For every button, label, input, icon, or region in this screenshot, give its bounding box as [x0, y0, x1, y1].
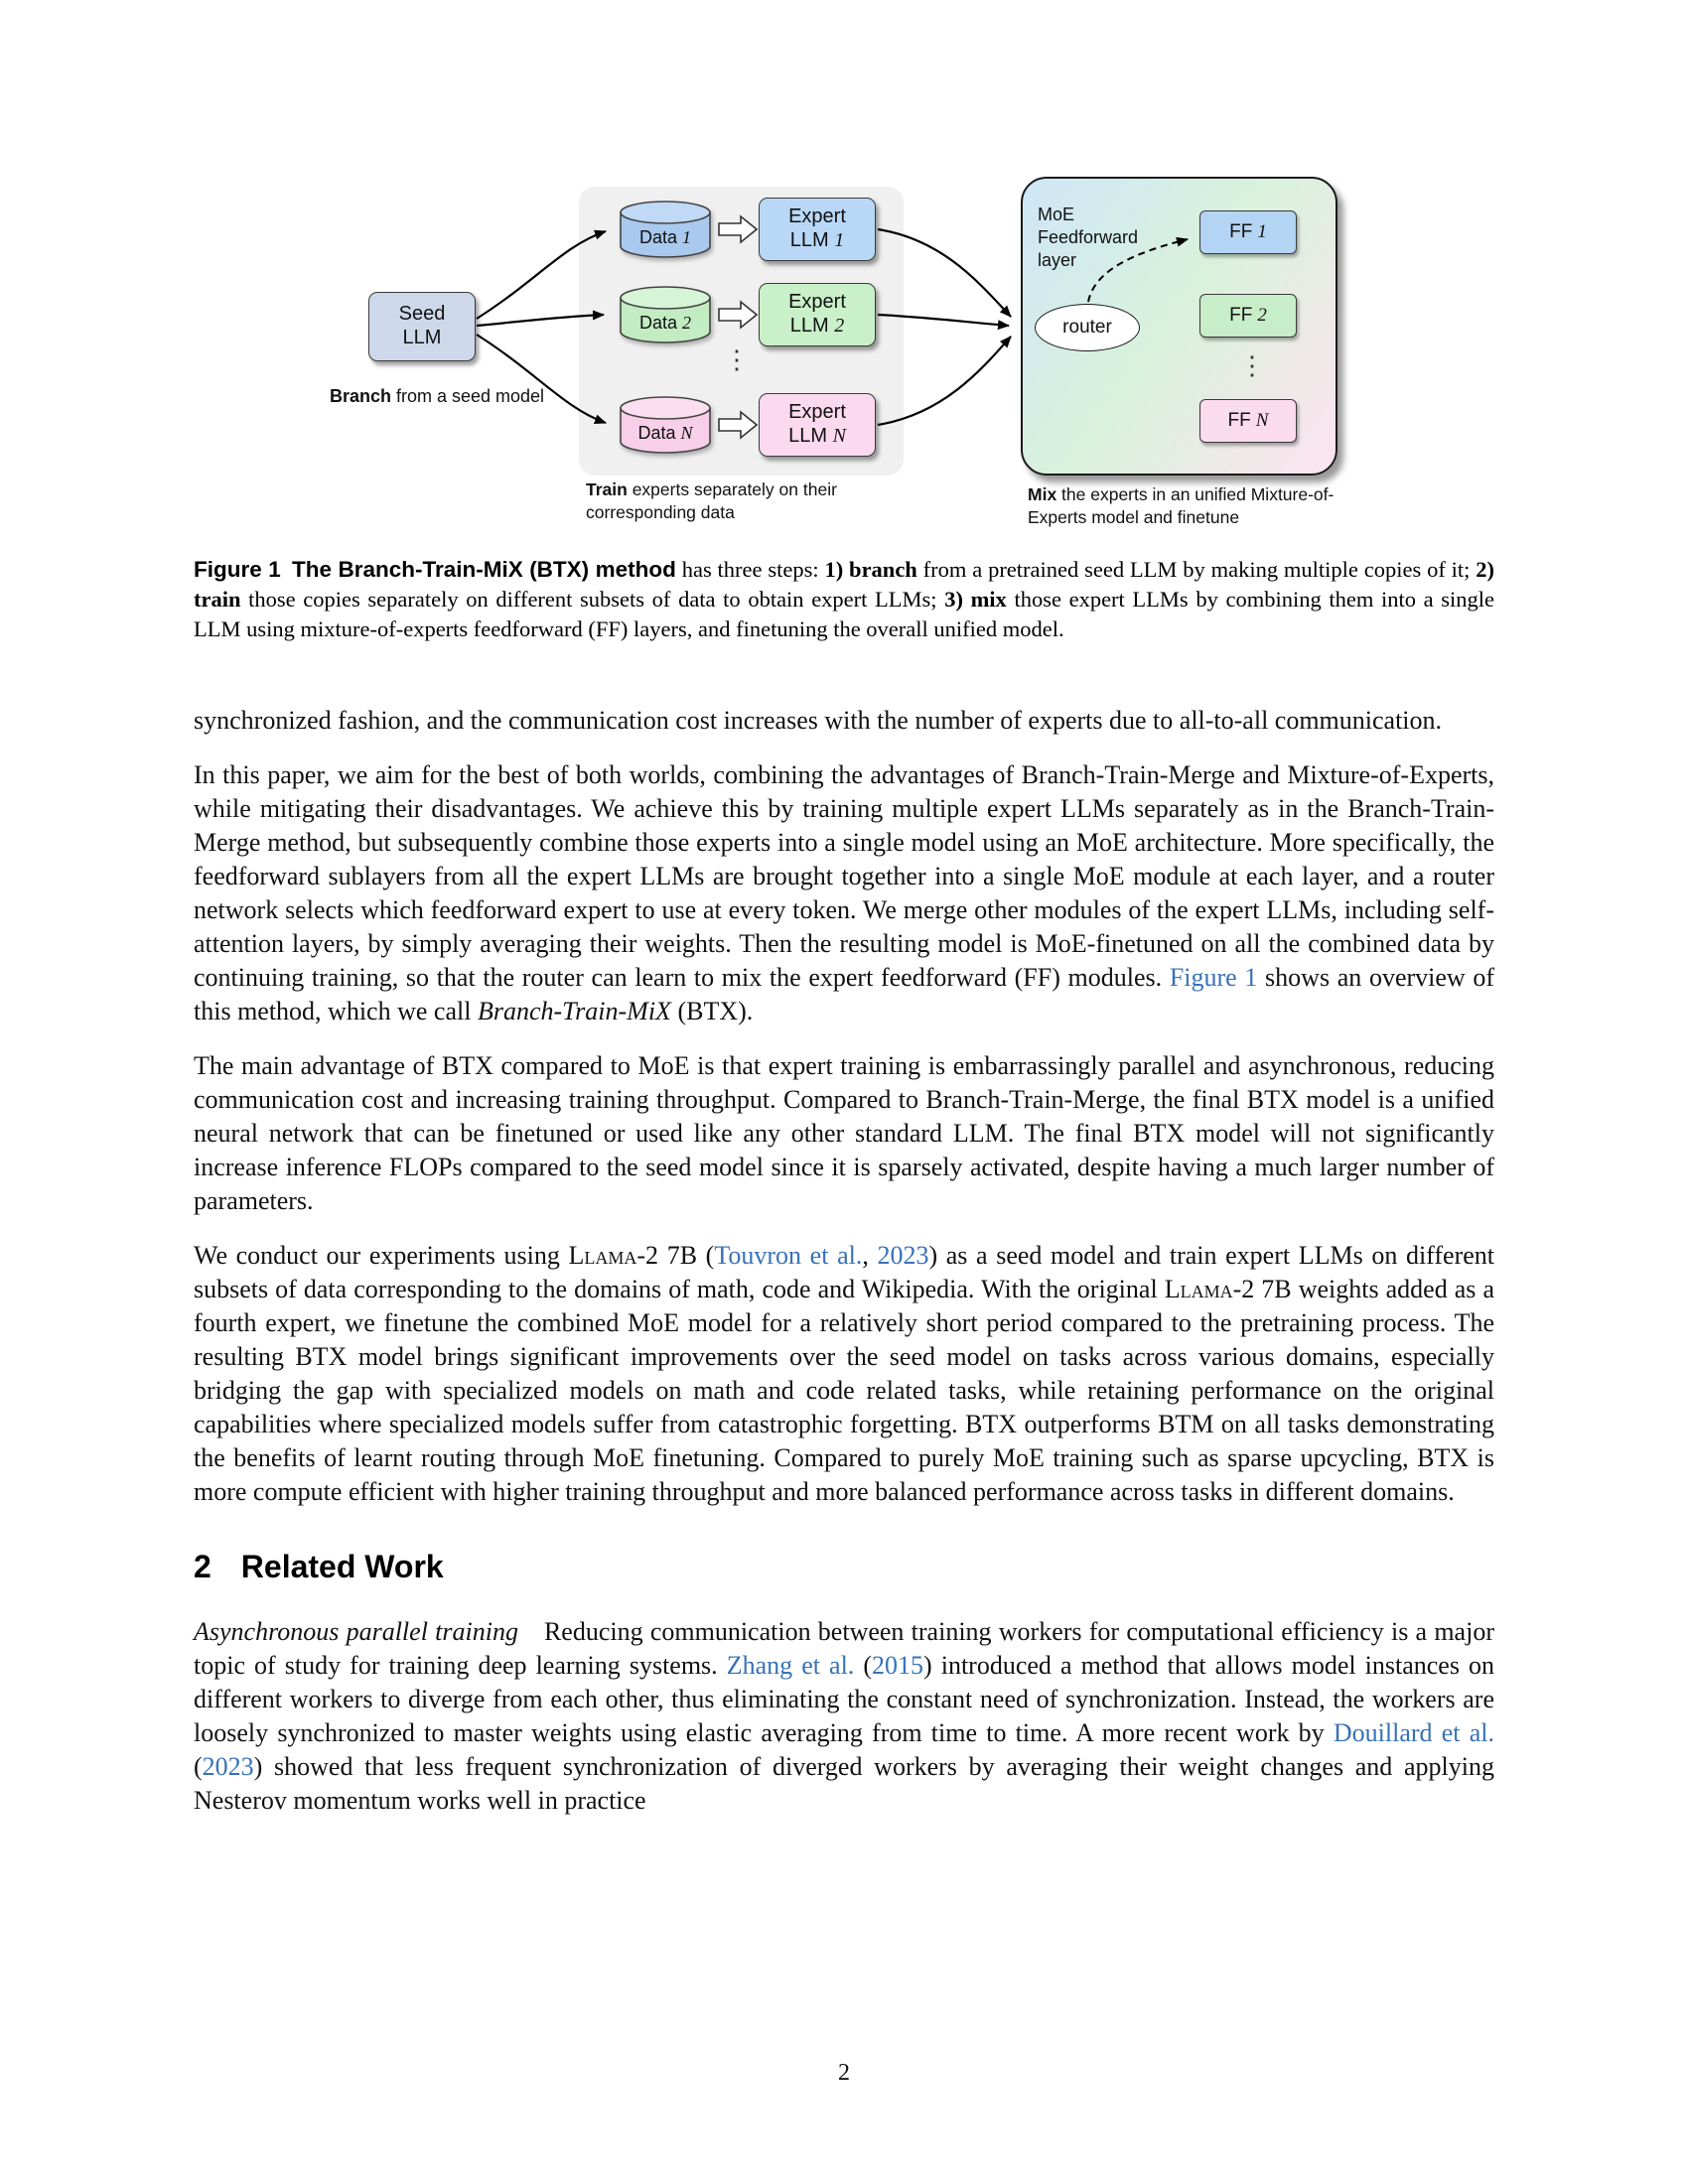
mix-caption-bold: Mix — [1028, 484, 1057, 504]
text-segment: from a pretrained seed LLM by making multiple copies of it; — [916, 557, 1477, 582]
section-title: Related Work — [240, 1549, 444, 1584]
data-index: N — [680, 423, 693, 443]
body-paragraph — [194, 1239, 1494, 1509]
expert-llm-box — [759, 283, 876, 346]
expert-label — [790, 315, 844, 339]
section-number: 2 — [194, 1549, 211, 1584]
figure-1-diagram — [0, 164, 1688, 541]
citation-link[interactable]: 2023 — [877, 1241, 929, 1270]
citation-link[interactable]: Douillard et al. — [1333, 1718, 1494, 1747]
text-segment: 2) train — [194, 557, 1494, 612]
expert-llm-text: LLM — [788, 425, 827, 447]
text-segment: Llama-2 — [1164, 1275, 1255, 1303]
text-segment: ( — [194, 1752, 203, 1781]
section-heading — [194, 1549, 1494, 1585]
mix-caption — [1028, 483, 1377, 529]
ff-box — [1199, 294, 1297, 338]
expert-index: 1 — [834, 229, 845, 251]
text-segment: Llama-2 — [568, 1241, 659, 1270]
ff-index: 1 — [1257, 220, 1267, 242]
ff-label: FF — [1229, 220, 1253, 242]
text-segment: ( — [854, 1651, 873, 1680]
train-caption-rest: experts separately on their corresponding data — [586, 479, 837, 522]
vertical-ellipsis: ⋮ — [724, 344, 750, 374]
moe-layer-label: MoE Feedforward layer — [1038, 205, 1139, 271]
body-paragraph — [194, 1049, 1494, 1218]
expert-llm-box — [759, 393, 876, 457]
expert-label: Expert — [788, 401, 846, 424]
text-segment: has three steps: — [675, 557, 825, 582]
ff-index: N — [1255, 409, 1269, 431]
branch-caption — [303, 385, 571, 408]
data-label: Data — [638, 227, 677, 247]
text-segment: shows an overview of this method, which we call — [194, 963, 1495, 1025]
expert-label: Expert — [788, 291, 846, 314]
text-segment: ) as a seed model and train expert LLMs on different subsets of data corresponding to the domains of math, code and Wikipedia. With the original — [194, 1241, 1494, 1303]
expert-llm-text: LLM — [789, 315, 829, 337]
data-cylinder-label — [618, 227, 713, 248]
expert-llm-text: LLM — [789, 229, 829, 251]
mix-caption-rest: the experts in an unified Mixture-of-Experts model and finetune — [1028, 484, 1335, 527]
data-index: 2 — [682, 313, 692, 333]
figure-caption — [194, 555, 1494, 644]
citation-link[interactable]: Zhang et al. — [726, 1651, 855, 1680]
router-ellipse: router — [1035, 304, 1140, 351]
expert-index: 2 — [834, 315, 845, 337]
data-cylinder-label — [618, 423, 713, 444]
text-segment: In this paper, we aim for the best of both worlds, combining the advantages of Branch-Train-Merge and Mixture-of-Experts, while mitigating their disadvantages. We achieve this by training multiple expert LLMs separately as in the Branch-Train-Merge method, but subsequently combine those experts into a single model using an MoE architecture. More specifically, the feedforward sublayers from all the expert LLMs are brought together into a single MoE module at each layer, and a router network selects which feedforward expert to use at every token. We merge other modules of the expert LLMs, including self-attention layers, by simply averaging their weights. Then the resulting model is MoE-finetuned on all the combined data by continuing training, so that the router can learn to mix the expert feedforward (FF) modules. — [194, 760, 1494, 992]
ff-index: 2 — [1257, 304, 1267, 326]
seed-llm-box — [368, 292, 476, 361]
text-segment: Branch-Train-MiX — [477, 997, 671, 1025]
text-segment: 1) branch — [824, 557, 917, 582]
text-segment: The main advantage of BTX compared to MoE is that expert training is embarrassingly parallel and asynchronous, reducing communication cost and increasing training throughput. Compared to Branch-Train-Merge, the final BTX model is a unified neural network that can be finetuned or used like any other standard LLM. The final BTX model will not significantly increase inference FLOPs compared to the seed model since it is sparsely activated, despite having a much larger number of parameters. — [194, 1051, 1494, 1215]
text-segment: Reducing communication between training workers for computational efficiency is a major topic of study for training deep learning systems. — [194, 1617, 1494, 1680]
seed-llm-label: Seed — [398, 303, 446, 326]
text-segment: ) introduced a method that allows model instances on different workers to diverge from each other, thus eliminating the constant need of synchronization. Instead, the workers are loosely synchronized to master weights using elastic averaging from time to time. A more recent work by — [194, 1651, 1494, 1747]
ff-label: FF — [1229, 304, 1253, 326]
data-index: 1 — [682, 227, 692, 247]
text-segment: (BTX). — [670, 997, 754, 1025]
text-segment: Figure 1 — [194, 557, 281, 582]
citation-link[interactable]: Touvron et al. — [714, 1241, 863, 1270]
text-segment: Asynchronous parallel training — [194, 1617, 518, 1646]
train-caption — [586, 478, 896, 524]
data-label: Data — [637, 423, 676, 443]
text-segment: ) showed that less frequent synchronization of diverged workers by averaging their weight changes and applying Nesterov momentum works well in practice — [194, 1752, 1494, 1815]
text-segment: We conduct our experiments using — [194, 1241, 569, 1270]
citation-link[interactable]: Figure 1 — [1169, 963, 1258, 992]
page-number: 2 — [838, 2060, 850, 2086]
vertical-ellipsis: ⋮ — [1239, 350, 1265, 380]
expert-index: N — [832, 425, 846, 447]
body-paragraph — [194, 1615, 1494, 1818]
data-cylinder-label — [618, 313, 713, 334]
body-paragraph — [194, 704, 1494, 738]
text-segment: The Branch-Train-MiX (BTX) method — [280, 557, 676, 582]
data-label: Data — [638, 313, 677, 333]
ff-box — [1199, 210, 1297, 254]
text-segment: 7B weights added as a fourth expert, we finetune the combined MoE model for a relatively short period compared to the pretraining process. The resulting BTX model brings significant improvements over the seed model on tasks across various domains, especially bridging the gap with specialized models on math and code related tasks, while retaining performance on the original capabilities where specialized models suffer from catastrophic forgetting. BTX outperforms BTM on all tasks demonstrating the benefits of learnt routing through MoE finetuning. Compared to purely MoE training such as sparse upcycling, BTX is more compute efficient with higher training throughput and more balanced performance across tasks in different domains. — [194, 1275, 1494, 1506]
text-segment: , — [862, 1241, 878, 1270]
text-segment: synchronized fashion, and the communication cost increases with the number of experts due to all-to-all communication. — [194, 706, 1443, 735]
body-paragraph — [194, 758, 1494, 1028]
ff-box — [1199, 399, 1297, 443]
branch-caption-rest: from a seed model — [390, 386, 545, 406]
expert-label — [788, 425, 846, 449]
text-column — [194, 555, 1494, 1818]
train-caption-bold: Train — [586, 479, 628, 499]
branch-caption-bold: Branch — [329, 386, 391, 406]
text-segment: those copies separately on different subsets of data to obtain expert LLMs; — [240, 587, 945, 612]
seed-llm-label: LLM — [402, 327, 442, 348]
expert-label: Expert — [788, 205, 846, 228]
text-segment: 3) mix — [944, 587, 1007, 612]
expert-label — [790, 229, 844, 253]
text-segment — [518, 1617, 544, 1646]
citation-link[interactable]: 2023 — [202, 1752, 254, 1781]
ff-label: FF — [1227, 409, 1251, 431]
expert-llm-box — [759, 198, 876, 261]
text-segment: those expert LLMs by combining them into a single LLM using mixture-of-experts feedforward (FF) layers, and finetuning the overall unified model. — [194, 587, 1494, 641]
citation-link[interactable]: 2015 — [872, 1651, 924, 1680]
text-segment: 7B ( — [658, 1241, 715, 1270]
